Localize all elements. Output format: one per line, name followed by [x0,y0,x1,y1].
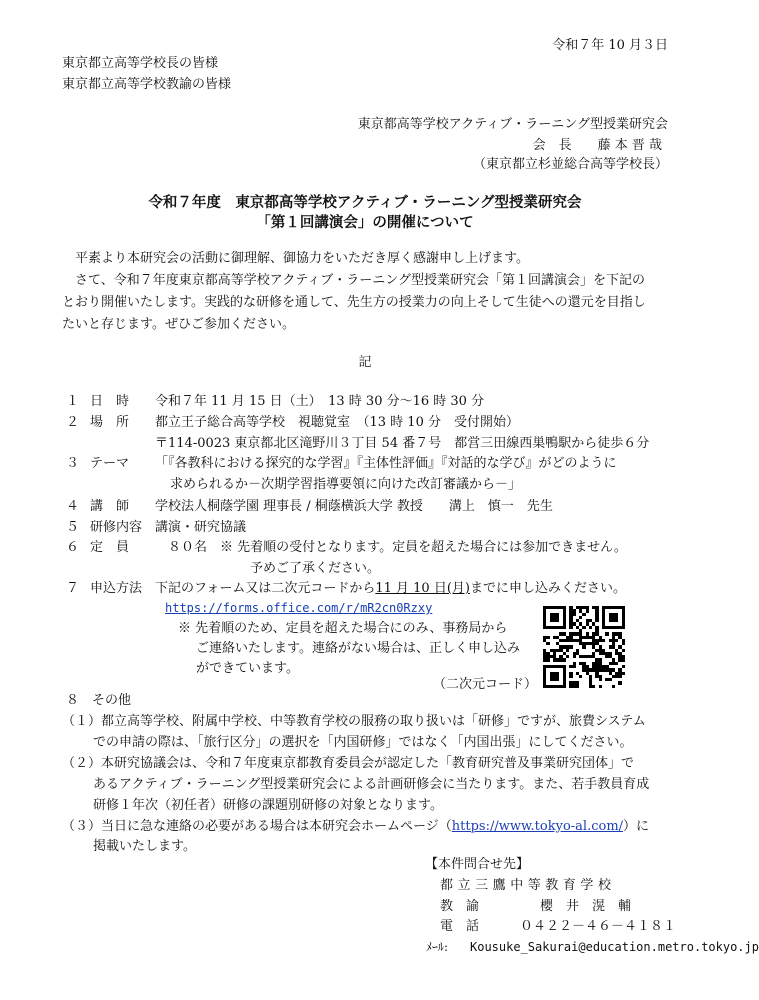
item-label-venue: 場 所 [90,415,130,430]
other-p2-line3: 研修１年次（初任者）研修の課題別研修の対象となります。 [93,798,443,813]
other-p3-pre: （３）当日に急な連絡の必要がある場合は本研究会ホームページ（ [62,819,452,834]
homepage-link[interactable]: https://www.tokyo-al.com/ [451,819,624,834]
item-number: ５ [66,520,80,535]
other-p2-line2: あるアクティブ・ラーニング型授業研究会による計画研修会に当たります。また、若手教員育成 [93,777,650,792]
item-number: １ [66,394,80,409]
sender-org: 東京都高等学校アクティブ・ラーニング型授業研究会 [357,117,668,132]
body-line4: たいと存じます。ぜひご参加ください。 [62,317,295,332]
contact-mail-label: ﾒｰﾙ: [426,940,449,954]
contact-school: 都立三鷹中等教育学校 [440,878,616,893]
application-form-link[interactable]: https://forms.office.com/r/mR2cn0Rzxy [165,601,433,615]
item-label-content: 研修内容 [90,520,143,535]
application-note-line2: ご連絡いたします。連絡がない場合は、正しく申し込み [196,641,520,656]
contact-tel: ０４２２－４６－４１８１ [520,919,677,934]
page-title-line1: 令和７年度 東京都高等学校アクティブ・ラーニング型授業研究会 [148,195,582,211]
item-label-datetime: 日 時 [90,394,130,409]
application-deadline: 11 月 10 日(月) [375,581,470,596]
item-number: ２ [66,415,80,430]
item-value-theme-line2: 求められるか－次期学習指導要領に向けた改訂審議から－」 [170,477,522,492]
recipient-principals: 東京都立高等学校長の皆様 [62,56,219,71]
qr-code-image[interactable] [543,606,625,688]
item-value-capacity-note: 予めご了承ください。 [250,561,381,576]
other-p2-line1: （２）本研究協議会は、令和７年度東京都教育委員会が認定した「教育研究普及事業研究団体」で [62,756,635,771]
qr-caption: （二次元コード） [433,677,538,692]
contact-heading: 【本件問合せ先】 [425,857,530,872]
contact-name: 櫻 井 滉 輔 [540,899,632,914]
qr-module [622,685,625,688]
item-value-venue: 都立王子総合高等学校 視聴覚室 （13 時 10 分 受付開始） [155,415,519,430]
contact-tel-label: 電 話 [440,919,480,934]
item-value-application [155,582,626,595]
contact-role: 教 諭 [440,899,480,914]
body-line2: さて、令和７年度東京都高等学校アクティブ・ラーニング型授業研究会「第１回講演会」を下記の [62,273,646,288]
body-line3: とおり開催いたします。実践的な研修を通して、先生方の授業力の向上そして生徒への還元を目指し [62,295,646,310]
application-text-post: までに申し込みください。 [469,581,626,596]
other-p3-line1 [62,820,649,833]
item-value-address: 〒114-0023 東京都北区滝野川３丁目 54 番７号 都営三田線西巣鴨駅から徒歩６分 [155,436,650,451]
other-p1-line2: での申請の際は、「旅行区分」の選択を「内国研修」ではなく「内国出張」にしてください。 [93,735,633,750]
item-value-datetime: 令和７年 11 月 15 日（土） 13 時 30 分～16 時 30 分 [155,394,485,409]
item-label-lecturer: 講 師 [90,499,130,514]
body-line1: 平素より本研究会の活動に御理解、御協力をいただき厚く感謝申し上げます。 [62,251,529,266]
recipient-teachers: 東京都立高等学校教諭の皆様 [62,77,232,92]
item-value-capacity: ８０名 ※ 先着順の受付となります。定員を超えた場合には参加できません。 [155,540,627,555]
other-p3-post: ）に [623,819,650,834]
contact-mail[interactable]: Kousuke_Sakurai@education.metro.tokyo.jp [470,940,759,954]
item-value-content: 講演・研究協議 [155,520,247,535]
item-label-theme: テーマ [90,456,130,471]
item-number: ７ [66,581,80,596]
item-number: ６ [66,540,80,555]
application-note-line1: ※ 先着順のため、定員を超えた場合にのみ、事務局から [178,621,508,636]
other-p3-line2: 掲載いたします。 [93,839,196,854]
other-p1-line1: （１）都立高等学校、附属中学校、中等教育学校の服務の取り扱いは「研修」ですが、旅費システム [62,714,646,729]
item-number: ４ [66,499,80,514]
application-text-pre: 下記のフォーム又は二次元コードから [155,581,376,596]
sender-title-name: 会 長 藤 本 晋 哉 [532,138,662,153]
item-value-theme-line1: 「『各教科における探究的な学習』『主体性評価』『対話的な学び』がどのように [155,456,617,471]
page-title-line2: 「第１回講演会」の開催について [256,215,474,231]
document-date: 令和７年 10 月３日 [552,38,668,53]
sender-affiliation: （東京都立杉並総合高等学校長） [472,157,668,172]
other-heading: ８ その他 [66,693,132,708]
item-number: ３ [66,456,80,471]
item-label-capacity: 定 員 [90,540,130,555]
item-value-lecturer: 学校法人桐蔭学園 理事長 / 桐蔭横浜大学 教授 溝上 慎一 先生 [155,499,553,514]
ki-marker: 記 [358,355,372,370]
application-note-line3: ができています。 [196,661,299,676]
item-label-application: 申込方法 [90,581,143,596]
